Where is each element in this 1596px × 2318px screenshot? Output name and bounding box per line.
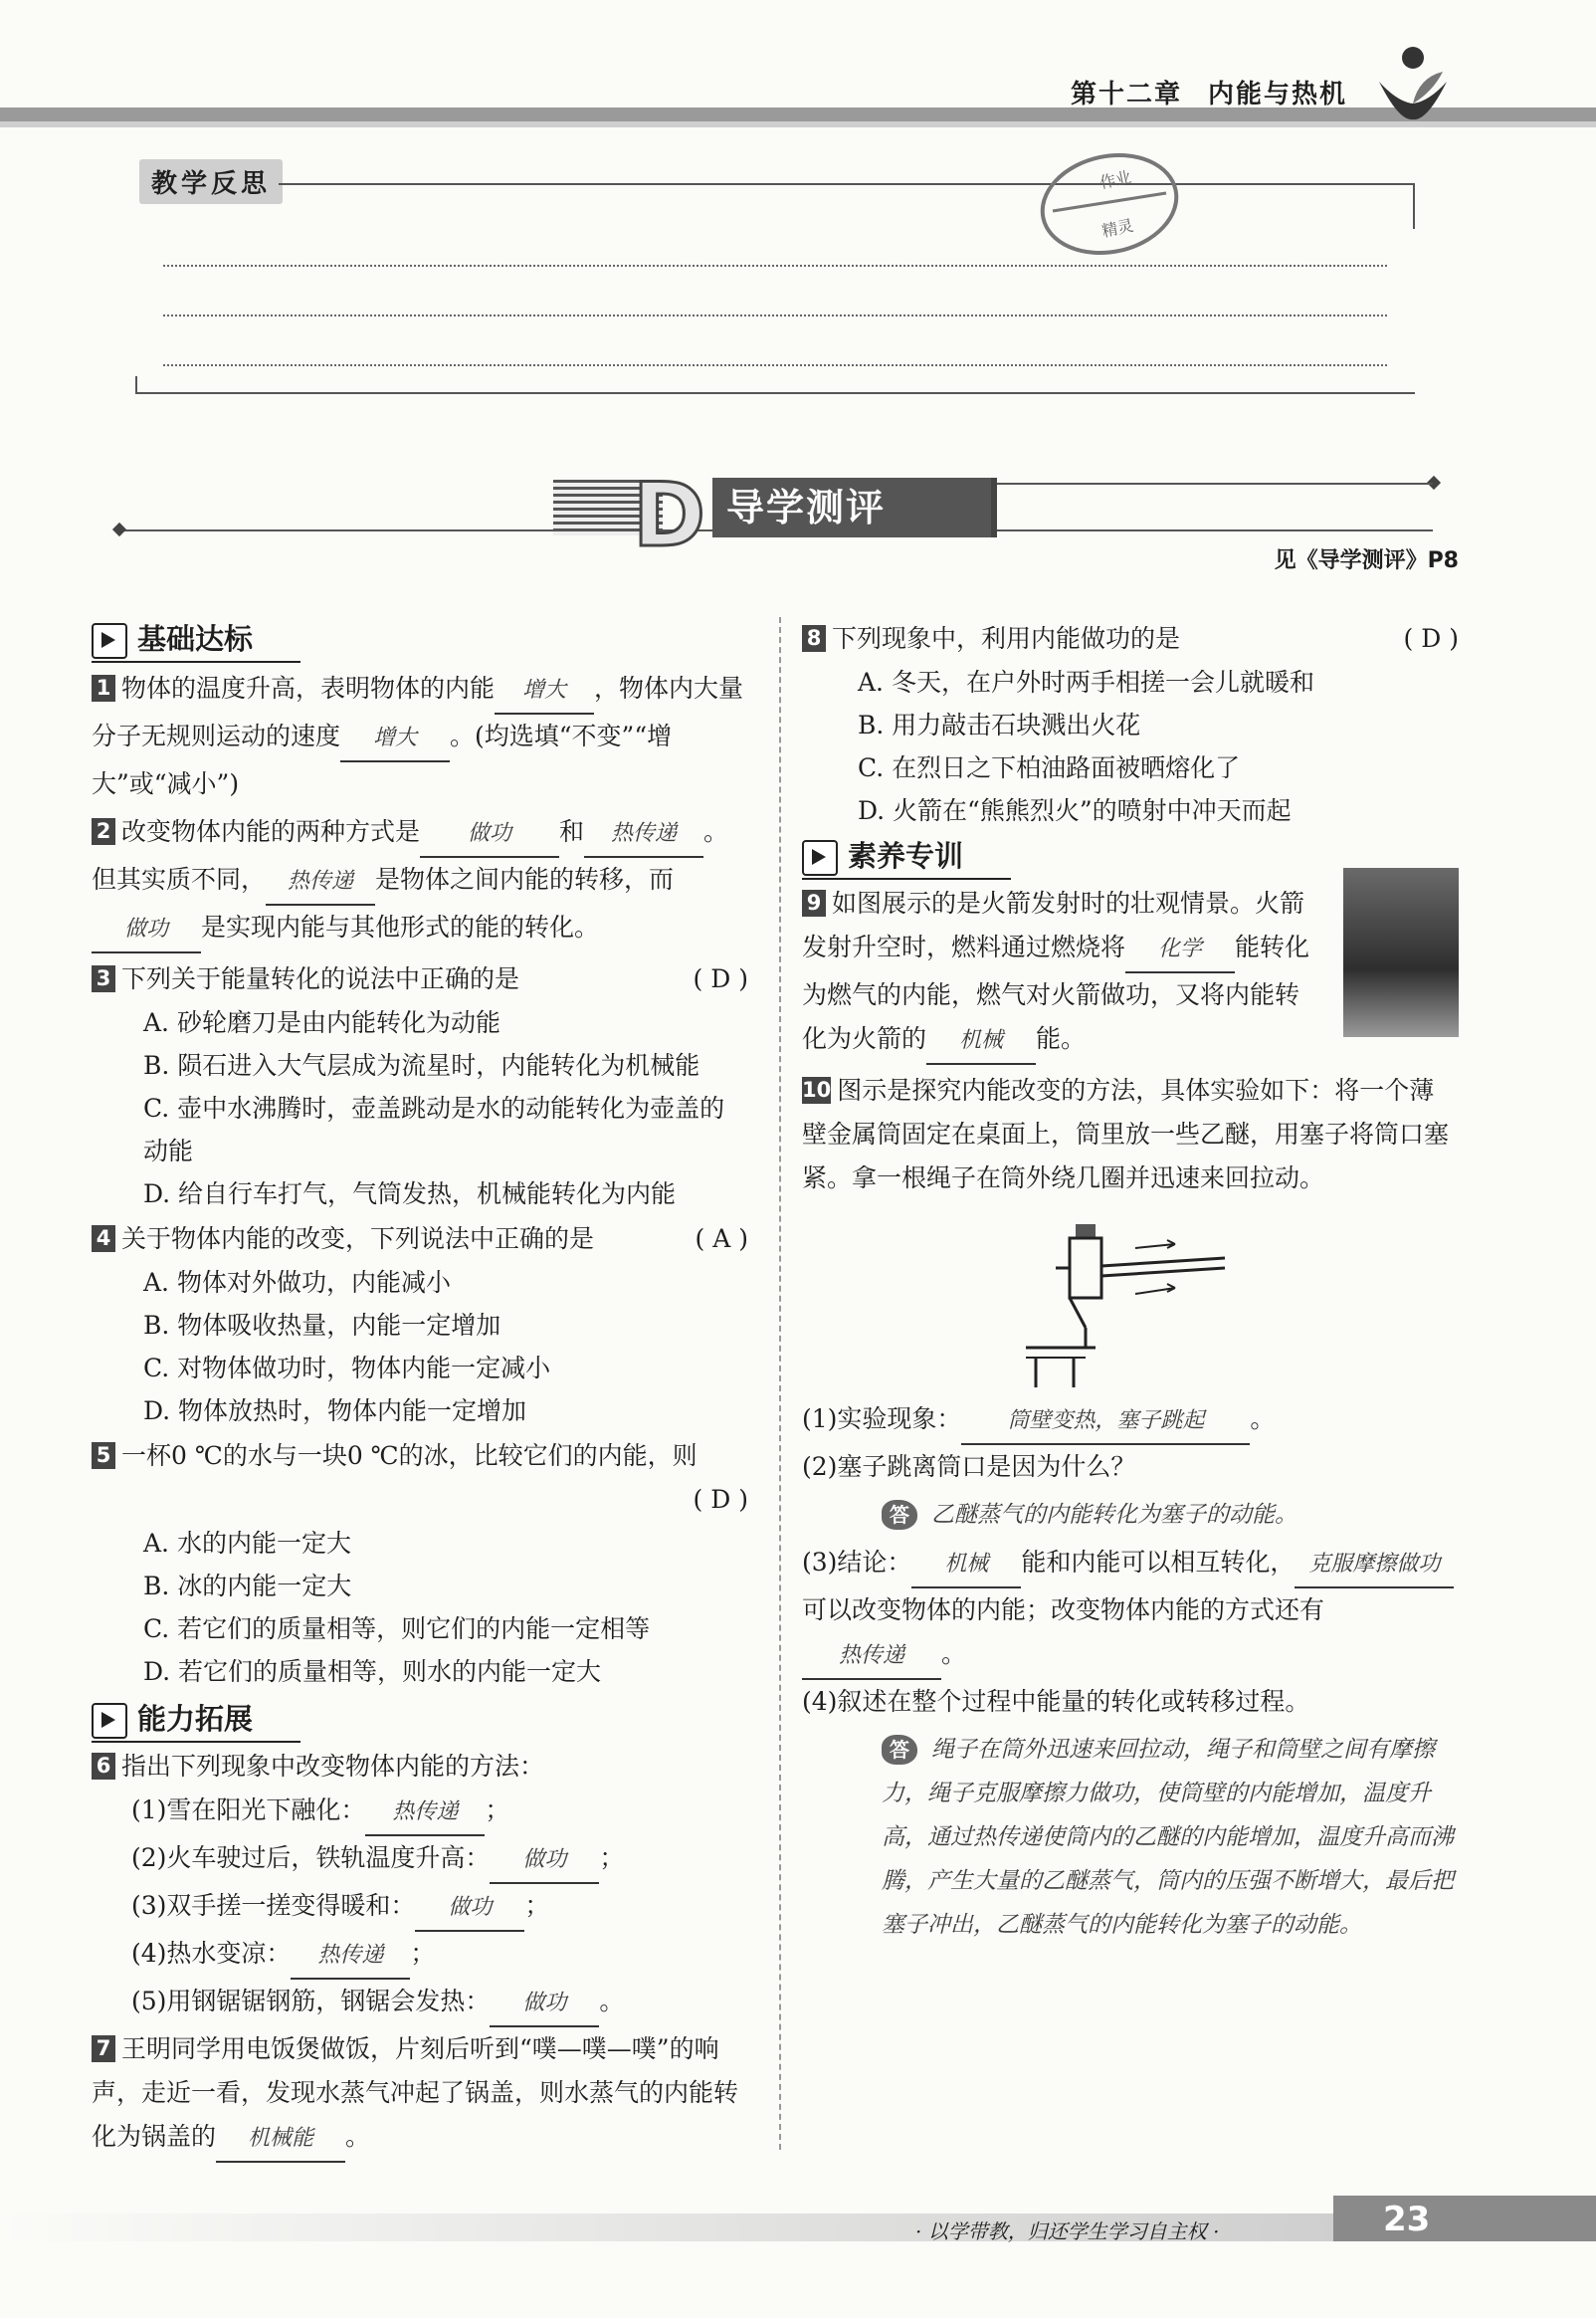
question-number: 3 bbox=[92, 965, 115, 992]
reflection-top-rule bbox=[279, 183, 1413, 185]
sub-question-text: 。 bbox=[1250, 1404, 1276, 1433]
sub-item: (1)雪在阳光下融化： 热传递 ； bbox=[92, 1789, 748, 1836]
experiment-figure bbox=[1026, 1218, 1235, 1387]
reader-logo-icon bbox=[1369, 42, 1457, 123]
answer-4 bbox=[802, 1728, 1459, 1947]
left-column bbox=[92, 619, 748, 2163]
banner-letter: D bbox=[633, 464, 706, 566]
question-number: 2 bbox=[92, 818, 115, 845]
question-2 bbox=[92, 810, 748, 953]
question-text: 如图展示的是火箭发射时的壮观情景。火箭发射升空时，燃料通过燃烧将 bbox=[802, 889, 1305, 961]
question-3 bbox=[92, 957, 748, 1001]
reference-note: 见《导学测评》P8 bbox=[1274, 548, 1459, 573]
right-column bbox=[802, 617, 1459, 1947]
question-4 bbox=[92, 1217, 748, 1261]
option: C. 对物体做功时，物体内能一定减小 bbox=[143, 1354, 551, 1382]
banner-rule-right bbox=[997, 483, 1433, 485]
answer-blank: 做功 bbox=[415, 1886, 524, 1932]
section-title: 基础达标 bbox=[137, 622, 254, 656]
sub-item-text: (1)雪在阳光下融化： bbox=[131, 1795, 366, 1824]
sub-item-text: (3)双手搓一搓变得暖和： bbox=[131, 1891, 416, 1920]
reflection-right-rule bbox=[1413, 183, 1415, 229]
sub-question-text: (4)叙述在整个过程中能量的转化或转移过程。 bbox=[802, 1687, 1310, 1716]
answer-blank: 化学 bbox=[1125, 928, 1235, 973]
section-basic bbox=[92, 619, 748, 659]
reflection-label: 教学反思 bbox=[139, 159, 283, 204]
reflection-dotted-line bbox=[163, 265, 1387, 267]
page-number: 23 bbox=[1383, 2200, 1431, 2239]
sub-question-text: 可以改变物体的内能；改变物体内能的方式还有 bbox=[802, 1595, 1325, 1624]
question-text: 是实现内能与其他形式的能的转化。 bbox=[201, 913, 600, 942]
sub-question-text: (3)结论： bbox=[802, 1548, 912, 1577]
question-1 bbox=[92, 667, 748, 806]
option: B. 陨石进入大气层成为流星时，内能转化为机械能 bbox=[143, 1051, 700, 1080]
header-bar bbox=[0, 107, 1596, 121]
banner-title: 导学测评 bbox=[712, 478, 995, 537]
sub-item-text: (2)火车驶过后，铁轨温度升高： bbox=[131, 1843, 491, 1872]
sub-item-text: (5)用钢锯锯钢筋，钢锯会发热： bbox=[131, 1987, 491, 2015]
section-title: 能力拓展 bbox=[137, 1702, 254, 1736]
answer-blank: 机械能 bbox=[216, 2117, 345, 2163]
option: D. 火箭在“熊熊烈火”的喷射中冲天而起 bbox=[858, 796, 1292, 825]
question-text: 和 bbox=[559, 817, 585, 846]
question-stem: 图示是探究内能改变的方法，具体实验如下：将一个薄壁金属筒固定在桌面上，筒里放一些乙醚，用塞子将筒口塞紧。拿一根绳子在筒外绕几圈并迅速来回拉动。 bbox=[802, 1076, 1450, 1192]
sub-item-text: (4)热水变凉： bbox=[131, 1939, 292, 1968]
answer-badge-icon: 答 bbox=[882, 1735, 917, 1765]
question-stem: 一杯0 ℃的水与一块0 ℃的冰，比较它们的内能，则 bbox=[121, 1441, 698, 1470]
answer-blank: 机械 bbox=[911, 1543, 1021, 1588]
option: B. 用力敲击石块溅出火花 bbox=[858, 711, 1141, 739]
question-stem: 关于物体内能的改变，下列说法中正确的是 bbox=[121, 1224, 595, 1253]
answer-blank: 做功 bbox=[490, 1982, 599, 2027]
banner-bar bbox=[991, 478, 997, 537]
option: C. 若它们的质量相等，则它们的内能一定相等 bbox=[143, 1614, 651, 1643]
answer-badge-icon: 答 bbox=[882, 1500, 917, 1530]
question-stem: 指出下列现象中改变物体内能的方法： bbox=[121, 1752, 545, 1781]
question-10 bbox=[802, 1069, 1459, 1200]
column-divider bbox=[779, 617, 781, 2150]
answer-2 bbox=[802, 1493, 1459, 1537]
sub-item: (4)热水变凉： 热传递 ； bbox=[92, 1932, 748, 1980]
chapter-number: 第十二章 bbox=[1070, 80, 1182, 109]
question-text: 。但其实质不同， bbox=[92, 817, 729, 894]
answer-blank: 热传递 bbox=[291, 1934, 410, 1980]
answer-blank: 热传递 bbox=[584, 812, 703, 858]
question-text: 改变物体内能的两种方式是 bbox=[121, 817, 421, 846]
option: B. 冰的内能一定大 bbox=[143, 1572, 352, 1600]
question-text: 。(均选填“不变”“增大”或“减小”) bbox=[92, 722, 673, 798]
question-number: 7 bbox=[92, 2035, 115, 2062]
sub-question-4 bbox=[802, 1680, 1459, 1724]
option: B. 物体吸收热量，内能一定增加 bbox=[143, 1311, 501, 1340]
answer-blank: 热传递 bbox=[802, 1634, 941, 1680]
answer-blank: 做功 bbox=[92, 908, 201, 953]
question-number: 8 bbox=[802, 625, 826, 652]
question-number: 4 bbox=[92, 1225, 115, 1252]
question-number: 6 bbox=[92, 1753, 115, 1780]
question-stem: 下列关于能量转化的说法中正确的是 bbox=[121, 964, 520, 993]
arrow-icon bbox=[92, 623, 127, 659]
reflection-dotted-line bbox=[163, 364, 1387, 366]
section-title: 素养专训 bbox=[848, 839, 964, 873]
sub-question-text: 能和内能可以相互转化， bbox=[1021, 1548, 1296, 1577]
question-text: 是物体之间内能的转移，而 bbox=[375, 865, 675, 894]
question-number: 1 bbox=[92, 675, 115, 702]
answer-blank: 克服摩擦做功 bbox=[1295, 1543, 1454, 1588]
answer-choice: ( D ) bbox=[693, 964, 748, 993]
option: A. 水的内能一定大 bbox=[143, 1529, 351, 1558]
question-number: 9 bbox=[802, 890, 826, 917]
question-text: 能转化为燃气的内能，燃气对火箭做功，又将内能转化为火箭的 bbox=[802, 933, 1310, 1053]
question-5 bbox=[92, 1434, 748, 1522]
answer-text: 乙醚蒸气的内能转化为塞子的动能。 bbox=[931, 1502, 1297, 1528]
arrow-icon bbox=[802, 840, 838, 876]
answer-choice: ( D ) bbox=[1403, 624, 1459, 653]
question-6 bbox=[92, 1745, 748, 1789]
arrow-icon bbox=[92, 1703, 127, 1739]
sub-item: (2)火车驶过后，铁轨温度升高： 做功 ； bbox=[92, 1836, 748, 1884]
option: A. 砂轮磨刀是由内能转化为动能 bbox=[143, 1008, 500, 1037]
option: D. 物体放热时，物体内能一定增加 bbox=[143, 1396, 527, 1425]
answer-blank: 做功 bbox=[490, 1838, 599, 1884]
answer-blank: 机械 bbox=[926, 1019, 1036, 1065]
page-number-band bbox=[1333, 2196, 1596, 2241]
sub-question-3 bbox=[802, 1541, 1459, 1680]
question-7 bbox=[92, 2027, 748, 2163]
sub-item: (3)双手搓一搓变得暖和： 做功 ； bbox=[92, 1884, 748, 1932]
reflection-left-rule bbox=[135, 376, 137, 392]
question-stem: 下列现象中，利用内能做功的是 bbox=[832, 624, 1181, 653]
question-text: ，物体内大量分子无规则运动的速度 bbox=[92, 674, 744, 750]
sub-item: (5)用钢锯锯钢筋，钢锯会发热： 做功 。 bbox=[92, 1980, 748, 2027]
answer-blank: 筒壁变热，塞子跳起 bbox=[961, 1399, 1250, 1445]
answer-choice: ( A ) bbox=[695, 1224, 748, 1253]
answer-blank: 增大 bbox=[340, 717, 450, 762]
diamond-icon bbox=[112, 523, 126, 536]
rocket-launch-photo bbox=[1343, 868, 1459, 1037]
question-9 bbox=[802, 882, 1319, 1065]
option: A. 冬天，在户外时两手相搓一会儿就暖和 bbox=[858, 668, 1314, 697]
sub-question-text: 。 bbox=[941, 1639, 967, 1668]
stamp-text-bottom: 精灵 bbox=[1099, 215, 1135, 241]
chapter-header bbox=[1071, 74, 1347, 110]
sub-question-1 bbox=[802, 1397, 1459, 1445]
answer-text: 绳子在筒外迅速来回拉动，绳子和筒壁之间有摩擦力，绳子克服摩擦力做功，使筒壁的内能增加，温度升高，通过热传递使筒内的乙醚的内能增加，温度升高而沸腾，产生大量的乙醚蒸气，筒内的压强不断增大，最后把塞子冲出，乙醚蒸气的内能转化为塞子的动能。 bbox=[882, 1737, 1454, 1938]
sub-question-text: (2)塞子跳离筒口是因为什么？ bbox=[802, 1452, 1136, 1481]
question-text: 能。 bbox=[1036, 1024, 1087, 1053]
reflection-dotted-line bbox=[163, 315, 1387, 316]
section-ability bbox=[92, 1699, 748, 1739]
answer-blank: 热传递 bbox=[266, 860, 375, 906]
question-text: 王明同学用电饭煲做饭，片刻后听到“噗—噗—噗”的响声，走近一看，发现水蒸气冲起了锅盖，则水蒸气的内能转化为锅盖的 bbox=[92, 2034, 739, 2151]
option: C. 在烈日之下柏油路面被晒熔化了 bbox=[858, 753, 1241, 782]
question-text: 。 bbox=[345, 2122, 371, 2151]
option: A. 物体对外做功，内能减小 bbox=[143, 1268, 451, 1297]
header-bar-shadow bbox=[0, 121, 1596, 127]
footer bbox=[0, 2196, 1596, 2241]
stamp-text-top: 作业 bbox=[1097, 167, 1133, 193]
question-8 bbox=[802, 617, 1459, 661]
sub-question-text: (1)实验现象： bbox=[802, 1404, 962, 1433]
question-text: 物体的温度升高，表明物体的内能 bbox=[121, 674, 496, 703]
chapter-title: 内能与热机 bbox=[1207, 80, 1347, 109]
option: D. 若它们的质量相等，则水的内能一定大 bbox=[143, 1657, 602, 1686]
reflection-bottom-rule bbox=[135, 392, 1415, 394]
stamp-seal bbox=[1035, 149, 1184, 259]
answer-blank: 做功 bbox=[420, 812, 559, 858]
question-number: 5 bbox=[92, 1442, 115, 1469]
sub-question-2 bbox=[802, 1445, 1459, 1489]
answer-blank: 热传递 bbox=[365, 1791, 485, 1836]
option: D. 给自行车打气，气筒发热，机械能转化为内能 bbox=[143, 1179, 677, 1208]
footer-slogan: · 以学带教，归还学生学习自主权 · bbox=[915, 2219, 1220, 2243]
section-banner bbox=[553, 464, 997, 566]
question-number: 10 bbox=[802, 1078, 832, 1102]
option: C. 壶中水沸腾时，壶盖跳动是水的动能转化为壶盖的动能 bbox=[143, 1094, 725, 1165]
answer-blank: 增大 bbox=[495, 669, 594, 715]
answer-choice: ( D ) bbox=[693, 1485, 748, 1514]
